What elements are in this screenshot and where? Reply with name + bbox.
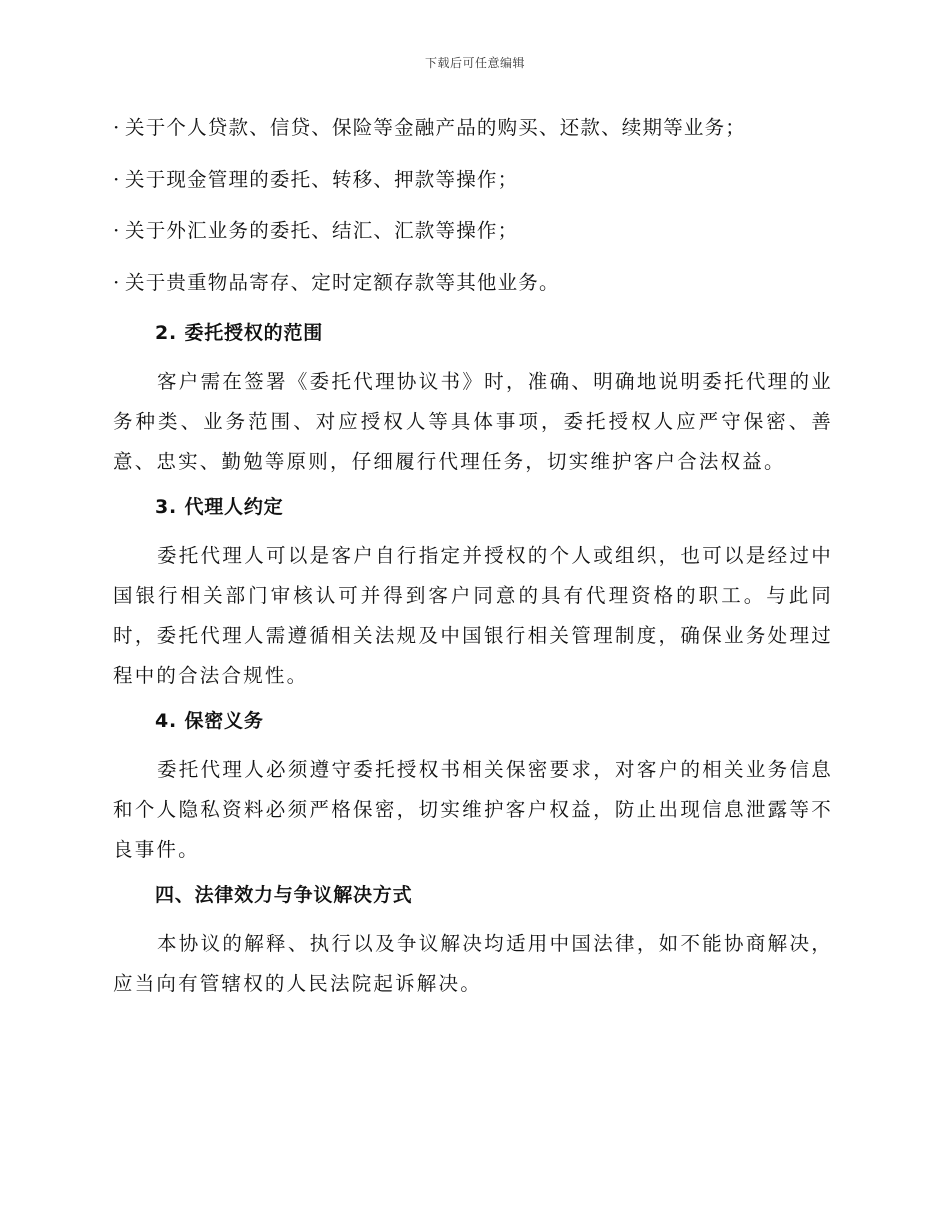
bullet-dot: · (113, 269, 121, 294)
bullet-dot: · (113, 218, 121, 242)
section-heading-scope: 2. 委托授权的范围 (155, 322, 324, 344)
bullet-item (113, 162, 833, 196)
page-header: 下载后可任意编辑 (424, 56, 525, 70)
section-heading-legal: 四、法律效力与争议解决方式 (155, 884, 413, 906)
bullet-text: 关于外汇业务的委托、结汇、汇款等操作； (125, 219, 519, 242)
document-body (113, 110, 833, 1012)
bullet-dot: · (113, 115, 121, 139)
bullet-item (113, 213, 833, 247)
section-body-scope: 客户需在签署《委托代理协议书》时，准确、明确地说明委托代理的业务种类、业务范围、对应授权人等具体事项，委托授权人应严守保密、善意、忠实、勤勉等原则，仔细履行代理任务，切实维护客户合法权益。 (113, 370, 833, 473)
section-heading-confidentiality: 4. 保密义务 (155, 710, 264, 732)
bullet-text: 关于贵重物品寄存、定时定额存款等其他业务。 (125, 270, 560, 294)
bullet-item (113, 110, 833, 144)
bullet-text: 关于现金管理的委托、转移、押款等操作； (125, 167, 519, 191)
section-heading-agent: 3. 代理人约定 (155, 496, 284, 518)
section-body-legal: 本协议的解释、执行以及争议解决均适用中国法律，如不能协商解决，应当向有管辖权的人民法院起诉解决。 (113, 932, 833, 995)
bullet-text: 关于个人贷款、信贷、保险等金融产品的购买、还款、续期等业务； (125, 116, 747, 139)
section-body-confidentiality: 委托代理人必须遵守委托授权书相关保密要求，对客户的相关业务信息和个人隐私资料必须严格保密，切实维护客户权益，防止出现信息泄露等不良事件。 (113, 758, 833, 861)
bullet-item (113, 265, 833, 299)
section-body-agent: 委托代理人可以是客户自行指定并授权的个人或组织，也可以是经过中国银行相关部门审核认可并得到客户同意的具有代理资格的职工。与此同时，委托代理人需遵循相关法规及中国银行相关管理制度，确保业务处理过程中的合法合规性。 (113, 544, 833, 687)
bullet-dot: · (113, 166, 121, 191)
